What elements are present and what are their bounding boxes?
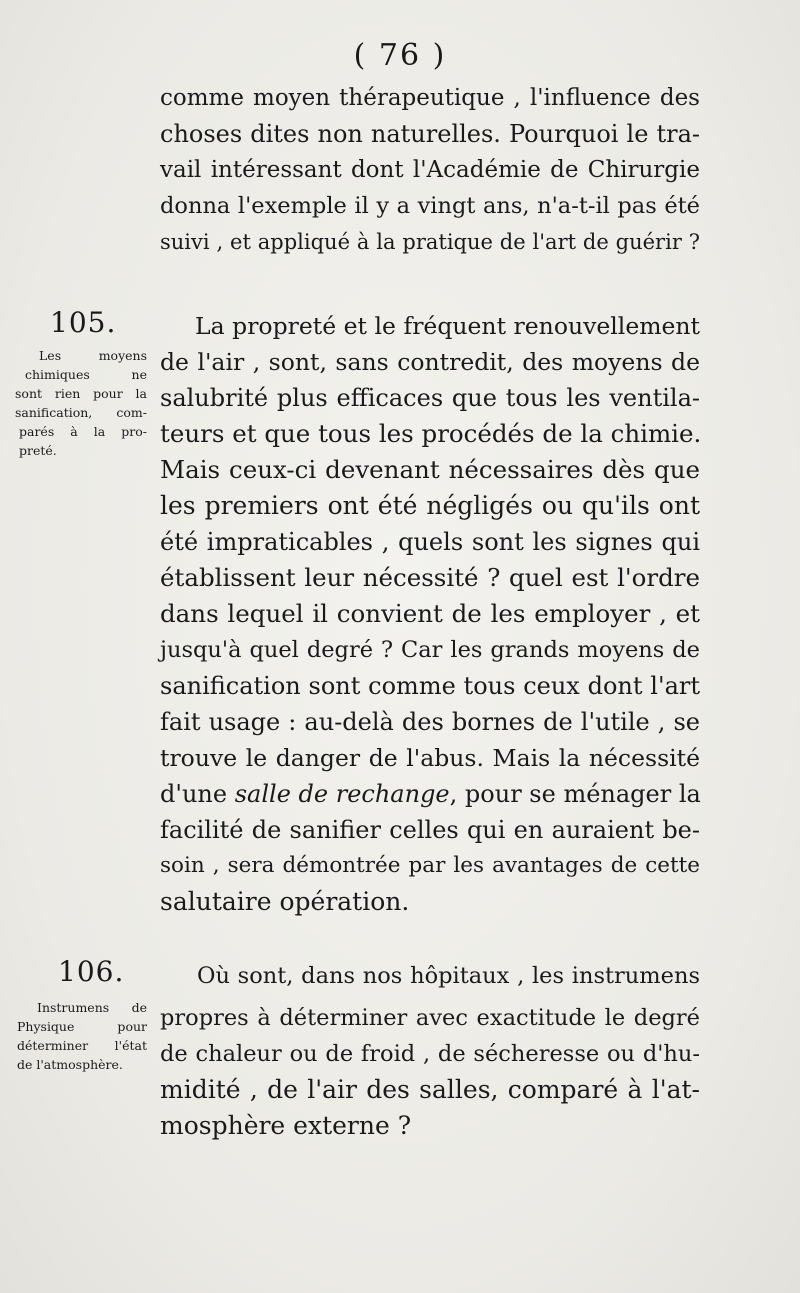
text-line: suivi , et appliqué à la pratique de l'art de guérir ?: [160, 230, 700, 254]
text-line: salutaire opération.: [160, 887, 410, 916]
text-line: vail intéressant dont l'Académie de Chirurgie: [160, 157, 700, 183]
text-line: établissent leur nécessité ? quel est l'ordre: [160, 563, 700, 592]
text-line: de chaleur ou de froid , de sécheresse ou d'hu-: [160, 1041, 700, 1067]
text-fragment: d'une: [160, 780, 228, 808]
text-line: dans lequel il convient de les employer , et: [160, 599, 700, 628]
text-fragment: ,: [449, 780, 458, 808]
text-line: les premiers ont été négligés ou qu'ils ont: [160, 491, 700, 520]
text-line: jusqu'à quel degré ? Car les grands moyens de: [160, 637, 700, 663]
text-line: sanification sont comme tous ceux dont l'art: [160, 672, 700, 700]
text-line: donna l'exemple il y a vingt ans, n'a-t-il pas été: [160, 193, 700, 219]
text-line: La propreté et le fréquent renouvellement: [195, 312, 700, 340]
margin-note-line: Physique pour: [17, 1019, 147, 1034]
margin-note-line: sont rien pour la: [15, 386, 147, 401]
margin-note-line: preté.: [19, 443, 57, 458]
text-line: trouve le danger de l'abus. Mais la nécessité: [160, 744, 700, 772]
margin-note-line: parés à la pro-: [19, 424, 147, 439]
section-number: 105.: [50, 306, 117, 339]
text-line: [160, 776, 700, 812]
margin-note-line: Instrumens de: [37, 1000, 147, 1015]
text-line: midité , de l'air des salles, comparé à l'at-: [160, 1075, 700, 1104]
text-line: été impraticables , quels sont les signes qui: [160, 528, 700, 556]
text-line: Mais ceux-ci devenant nécessaires dès que: [160, 455, 700, 484]
margin-note: [15, 346, 147, 460]
margin-note: [17, 998, 147, 1074]
text-line: comme moyen thérapeutique , l'influence des: [160, 85, 700, 111]
text-line: Où sont, dans nos hôpitaux , les instrumens: [197, 963, 700, 989]
margin-note-line: sanification, com-: [15, 405, 147, 420]
text-line: mosphère externe ?: [160, 1111, 412, 1140]
text-fragment: pour se ménager la: [464, 780, 701, 808]
margin-note-line: de l'atmosphère.: [17, 1057, 123, 1072]
margin-note-line: Les moyens: [39, 348, 147, 363]
italic-term: salle de rechange: [234, 780, 450, 808]
text-line: salubrité plus efficaces que tous les ventila-: [160, 384, 700, 412]
page-number: ( 76 ): [353, 38, 447, 73]
text-line: fait usage : au-delà des bornes de l'utile , se: [160, 708, 700, 736]
text-line: soin , sera démontrée par les avantages de cette: [160, 853, 700, 878]
section-number: 106.: [58, 955, 125, 988]
margin-note-line: chimiques ne: [25, 367, 147, 382]
text-line: teurs et que tous les procédés de la chimie.: [160, 419, 702, 448]
text-line: propres à déterminer avec exactitude le degré: [160, 1005, 700, 1031]
text-line: facilité de sanifier celles qui en auraient be-: [160, 816, 700, 844]
text-line: choses dites non naturelles. Pourquoi le tra-: [160, 120, 700, 148]
text-line: de l'air , sont, sans contredit, des moyens de: [160, 348, 700, 376]
margin-note-line: déterminer l'état: [17, 1038, 147, 1053]
